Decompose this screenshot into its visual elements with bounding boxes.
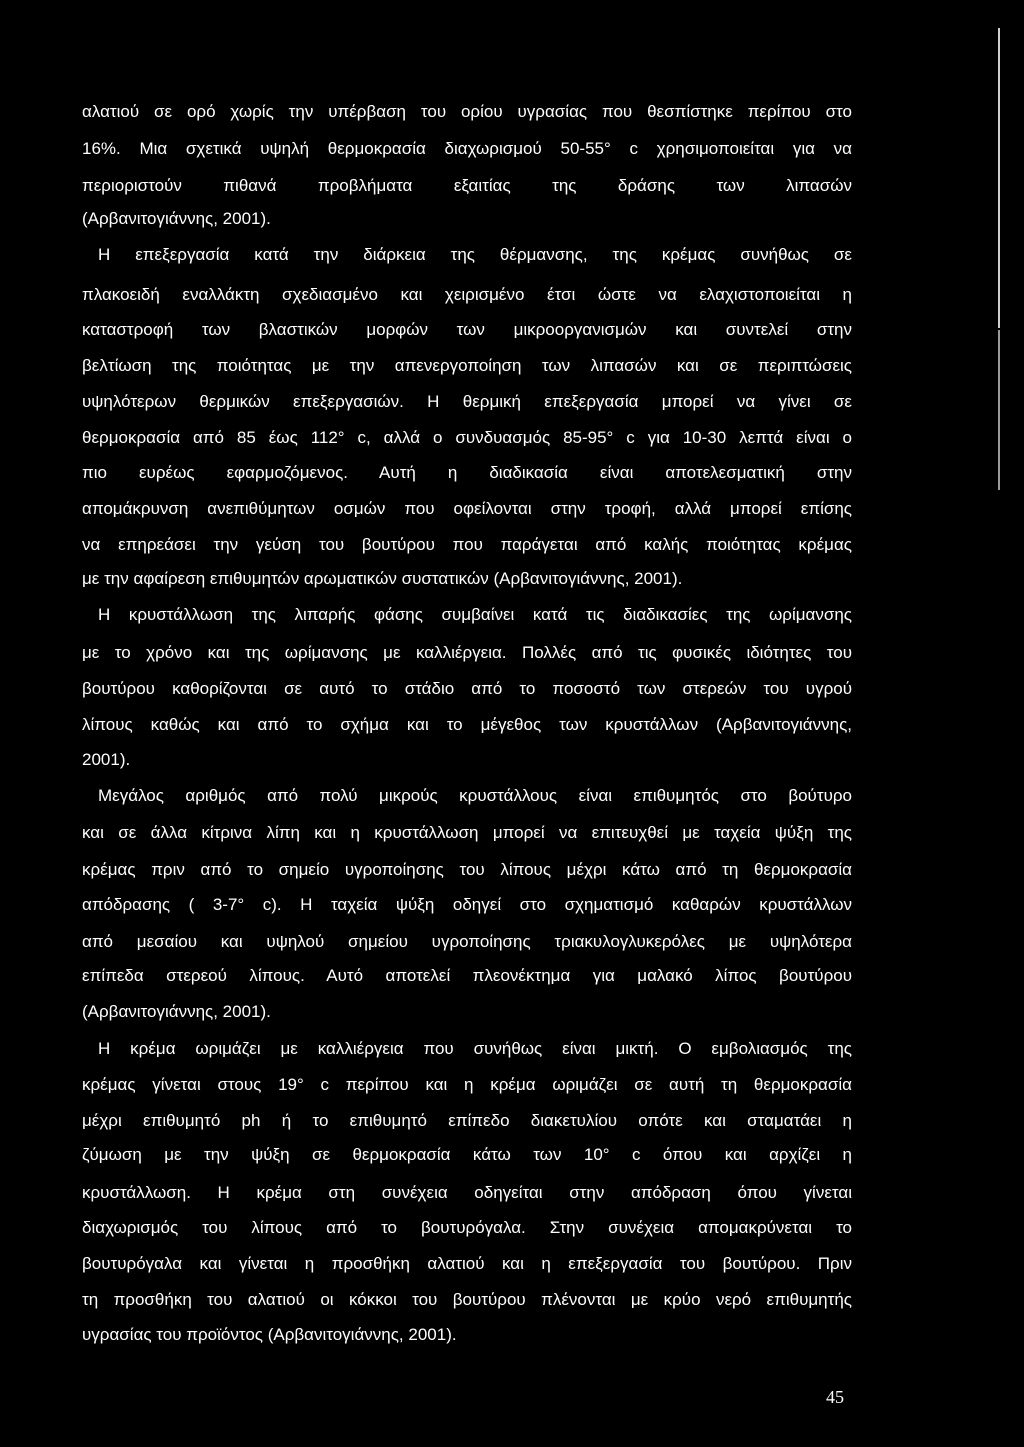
text-line: πιο ευρέως εφαρμοζόμενος. Αυτή η διαδικασία είναι αποτελεσματική στην xyxy=(82,463,852,482)
text-line: πλακοειδή εναλλάκτη σχεδιασμένο και χειρισμένο έτσι ώστε να ελαχιστοποιείται η xyxy=(82,285,852,304)
text-line: υψηλότερων θερμικών επεξεργασιών. Η θερμική επεξεργασία μπορεί να γίνει σε xyxy=(82,392,852,411)
text-line: απόδρασης ( 3-7° c). Η ταχεία ψύξη οδηγεί στο σχηματισμό καθαρών κρυστάλλων xyxy=(82,895,852,914)
text-line: υγρασίας του προϊόντος (Αρβανιτογιάννης, 2001). xyxy=(82,1325,457,1344)
text-line: απομάκρυνση ανεπιθύμητων οσμών που οφείλονται στην τροφή, αλλά μπορεί επίσης xyxy=(82,499,852,518)
text-line: με το χρόνο και της ωρίμανσης με καλλιέργεια. Πολλές από τις φυσικές ιδιότητες του xyxy=(82,643,852,662)
scan-edge-line-lower xyxy=(998,330,1000,490)
paragraph-first-line: Μεγάλος αριθμός από πολύ μικρούς κρυστάλλους είναι επιθυμητός στο βούτυρο xyxy=(98,786,852,805)
paragraph-first-line: Η κρυστάλλωση της λιπαρής φάσης συμβαίνει κατά τις διαδικασίες της ωρίμανσης xyxy=(98,605,852,624)
paragraph-first-line: Η επεξεργασία κατά την διάρκεια της θέρμανσης, της κρέμας συνήθως σε xyxy=(98,245,852,264)
text-line: (Αρβανιτογιάννης, 2001). xyxy=(82,209,271,228)
paragraph-first-line: Η κρέμα ωριμάζει με καλλιέργεια που συνήθως είναι μικτή. Ο εμβολιασμός της xyxy=(98,1039,852,1058)
text-line: λίπους καθώς και από το σχήμα και το μέγεθος των κρυστάλλων (Αρβανιτογιάννης, xyxy=(82,715,852,734)
text-line: βελτίωση της ποιότητας με την απενεργοποίηση των λιπασών και σε περιπτώσεις xyxy=(82,356,852,375)
text-line: θερμοκρασία από 85 έως 112° c, αλλά ο συνδυασμός 85-95° c για 10-30 λεπτά είναι ο xyxy=(82,428,852,447)
text-line: (Αρβανιτογιάννης, 2001). xyxy=(82,1002,271,1021)
text-line: μέχρι επιθυμητό ph ή το επιθυμητό επίπεδο διακετυλίου οπότε και σταματάει η xyxy=(82,1111,852,1130)
text-line: 16%. Μια σχετικά υψηλή θερμοκρασία διαχωρισμού 50-55° c χρησιμοποιείται για να xyxy=(82,139,852,158)
text-line: κρυστάλλωση. Η κρέμα στη συνέχεια οδηγείται στην απόδραση όπου γίνεται xyxy=(82,1183,852,1202)
text-line: καταστροφή των βλαστικών μορφών των μικροοργανισμών και συντελεί στην xyxy=(82,320,852,339)
text-line: βουτυρόγαλα και γίνεται η προσθήκη αλατιού και η επεξεργασία του βουτύρου. Πριν xyxy=(82,1254,852,1273)
text-line: με την αφαίρεση επιθυμητών αρωματικών συστατικών (Αρβανιτογιάννης, 2001). xyxy=(82,569,683,588)
text-line: κρέμας πριν από το σημείο υγροποίησης του λίπους μέχρι κάτω από τη θερμοκρασία xyxy=(82,860,852,879)
page-number: 45 xyxy=(826,1387,844,1407)
text-line: και σε άλλα κίτρινα λίπη και η κρυστάλλωση μπορεί να επιτευχθεί με ταχεία ψύξη της xyxy=(82,823,852,842)
text-line: τη προσθήκη του αλατιού οι κόκκοι του βουτύρου πλένονται με κρύο νερό επιθυμητής xyxy=(82,1290,852,1309)
text-line: περιοριστούν πιθανά προβλήματα εξαιτίας της δράσης των λιπασών xyxy=(82,176,852,195)
text-line: από μεσαίου και υψηλού σημείου υγροποίησης τριακυλογλυκερόλες με υψηλότερα xyxy=(82,932,852,951)
text-line: διαχωρισμός του λίπους από το βουτυρόγαλα. Στην συνέχεια απομακρύνεται το xyxy=(82,1218,852,1237)
text-line: να επηρεάσει την γεύση του βουτύρου που παράγεται από καλής ποιότητας κρέμας xyxy=(82,535,852,554)
text-line: ζύμωση με την ψύξη σε θερμοκρασία κάτω των 10° c όπου και αρχίζει η xyxy=(82,1145,852,1164)
text-line: 2001). xyxy=(82,750,131,769)
scan-edge-line xyxy=(998,28,1000,328)
text-line: επίπεδα στερεού λίπους. Αυτό αποτελεί πλεονέκτημα για μαλακό λίπος βουτύρου xyxy=(82,966,852,985)
text-line: αλατιού σε ορό χωρίς την υπέρβαση του ορίου υγρασίας που θεσπίστηκε περίπου στο xyxy=(82,102,852,121)
text-line: κρέμας γίνεται στους 19° c περίπου και η κρέμα ωριμάζει σε αυτή τη θερμοκρασία xyxy=(82,1075,852,1094)
text-line: βουτύρου καθορίζονται σε αυτό το στάδιο από το ποσοστό των στερεών του υγρού xyxy=(82,679,852,698)
